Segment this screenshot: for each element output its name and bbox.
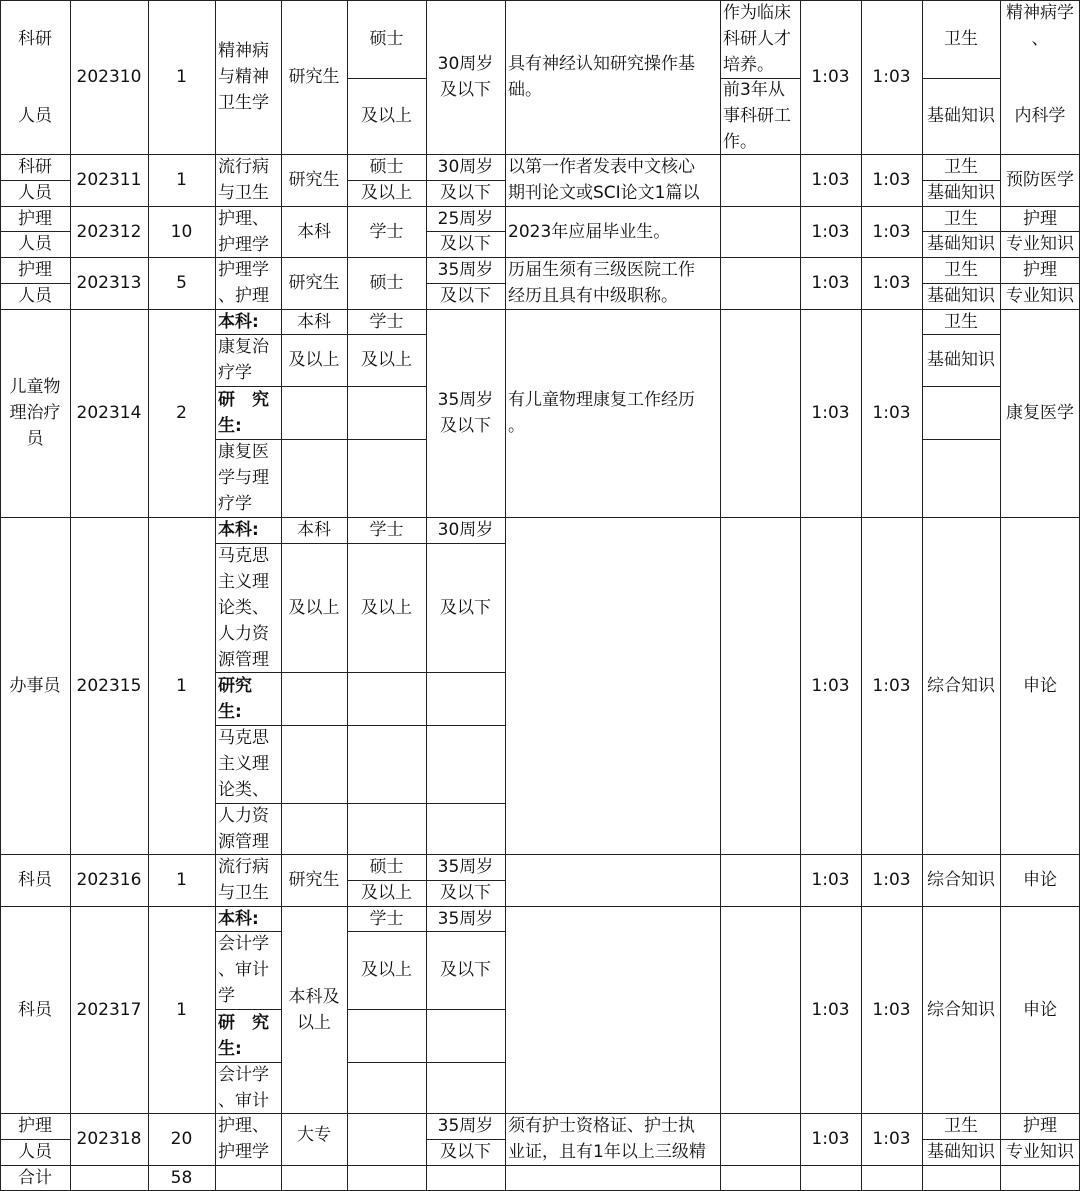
cell-exam-subject: 康复医学 [1006,403,1074,423]
cell-ratio: 1:03 [811,403,850,423]
cell-ratio: 1:03 [872,273,911,293]
grid-line [215,931,281,932]
cell-ratio: 1:03 [811,675,850,696]
cell-degree: 学士 [369,221,404,242]
grid-line [148,0,149,1191]
cell-exam-subject: 卫生 [944,208,978,229]
cell-exam-subject: 综合知识 [927,999,995,1020]
cell-degree: 及以上 [361,960,412,980]
cell-exam-subject: 护理 [1023,208,1057,229]
cell-ratio: 1:03 [811,170,850,190]
cell-exam-subject: 基础知识 [927,234,995,254]
cell-ratio: 1:03 [872,67,911,87]
cell-ratio: 1:03 [872,403,911,423]
grid-line [281,0,282,1191]
grid-line [215,439,426,440]
grid-line [800,0,801,1191]
cell-code: 202315 [76,675,142,696]
cell-exam-subject: 卫生 [944,157,978,177]
cell-exam-subject: 基础知识 [927,183,995,203]
cell-age: 30周岁 [437,157,494,177]
cell-ratio: 1:03 [811,870,850,890]
cell-major: 人力资 源管理 [218,805,269,852]
cell-age: 及以下 [440,883,491,903]
grid-line [0,0,1,1191]
cell-exam-subject: 专业知识 [1006,1142,1074,1162]
cell-major: 护理学 、护理 [218,260,269,306]
cell-exam-subject: 申论 [1023,675,1057,696]
cell-count: 10 [170,221,193,242]
cell-education: 研究生 [288,273,340,293]
total-label: 合计 [18,1167,52,1188]
cell-exam-subject: 卫生 [944,311,978,332]
grid-line [0,0,1080,1]
grid-line [215,543,505,544]
cell-ratio: 1:03 [811,1129,850,1149]
cell-post: 科员 [18,999,52,1020]
cell-degree: 学士 [369,520,404,540]
cell-education: 本科 [297,221,331,242]
cell-exam-subject: 综合知识 [927,675,995,696]
cell-degree: 及以上 [361,883,412,903]
grid-line [922,1139,1080,1140]
cell-count: 1 [176,999,187,1020]
grid-line [70,0,71,1191]
cell-exam-subject: 护理 [1023,1116,1057,1136]
cell-exam-subject: 专业知识 [1006,234,1074,254]
grid-line [215,0,216,1191]
cell-degree: 及以上 [361,597,412,618]
cell-post: 儿童物 理治疗 员 [9,377,61,449]
cell-other: 作为临床 科研人才 培养。 [723,3,791,75]
cell-exam-subject: 专业知识 [1006,286,1074,306]
grid-line [922,231,1080,232]
cell-major: 流行病 与卫生 [218,857,269,903]
cell-requirement: 具有神经认知研究操作基 础。 [508,54,695,100]
cell-education: 研究生 [288,67,340,87]
cell-age: 及以下 [440,234,491,254]
grid-line [922,439,1000,440]
cell-exam-subject: 卫生 [944,29,978,49]
cell-ratio: 1:03 [811,273,850,293]
grid-line [1000,0,1001,1191]
grid-line [0,154,1080,155]
grid-line [426,283,505,284]
grid-line [215,334,426,335]
grid-line [0,906,1080,907]
cell-major: 护理、 护理学 [218,1116,269,1162]
cell-major-heading: 本科: [218,908,259,929]
cell-other: 前3年从 事科研工 作。 [723,80,791,152]
grid-line [426,1139,505,1140]
grid-line [0,1139,70,1140]
cell-major: 会计学 、审计 [218,1064,269,1111]
cell-major-heading: 研 究 生: [218,1012,269,1059]
grid-line [0,257,1080,258]
cell-education: 研究生 [288,170,340,190]
grid-line [922,78,1000,79]
cell-post: 科员 [18,870,52,890]
grid-line [0,1165,1080,1166]
grid-line [215,386,426,387]
cell-education: 本科 [297,520,331,540]
cell-degree: 学士 [369,311,404,332]
grid-line [922,334,1000,335]
grid-line [505,0,506,1191]
cell-ratio: 1:03 [872,221,911,242]
cell-code: 202317 [76,999,142,1020]
cell-age: 35周岁 [437,1116,494,1136]
grid-line [0,854,1080,855]
cell-age: 25周岁 [437,208,494,229]
cell-major-heading: 研 究 生: [218,389,269,436]
grid-line [426,231,505,232]
cell-ratio: 1:03 [811,221,850,242]
cell-major: 康复医 学与理 疗学 [218,442,269,514]
cell-ratio: 1:03 [872,999,911,1020]
cell-count: 1 [176,67,187,87]
cell-major: 康复治 疗学 [218,337,269,383]
cell-ratio: 1:03 [811,999,850,1020]
grid-line [861,0,862,1191]
cell-requirement: 有儿童物理康复工作经历 。 [508,390,695,436]
cell-major: 护理、 护理学 [218,208,269,255]
grid-line [922,283,1080,284]
cell-education: 及以上 [288,597,340,618]
cell-degree: 及以上 [361,183,412,203]
grid-line [0,283,70,284]
cell-age: 及以下 [440,286,491,306]
cell-ratio: 1:03 [811,67,850,87]
cell-count: 20 [170,1129,193,1149]
cell-code: 202312 [76,221,142,242]
cell-post: 护理 [18,260,52,280]
cell-age: 35周岁 [437,857,494,877]
cell-code: 202318 [76,1129,142,1149]
cell-degree: 硕士 [369,273,404,293]
cell-age: 及以下 [440,597,491,618]
cell-degree: 硕士 [369,29,404,49]
cell-count: 1 [176,170,187,190]
cell-major-heading: 本科: [218,520,259,540]
grid-line [922,386,1000,387]
cell-exam-subject: 护理 [1023,260,1057,280]
cell-post: 护理 [18,208,52,229]
cell-education: 大专 [297,1125,331,1145]
grid-line [347,78,426,79]
cell-requirement: 2023年应届毕业生。 [508,221,671,242]
total-count: 58 [170,1167,193,1188]
grid-line [720,0,721,1191]
cell-exam-subject: 卫生 [944,1116,978,1136]
grid-line [0,517,1080,518]
grid-line [0,180,70,181]
cell-code: 202316 [76,870,142,890]
cell-degree: 及以上 [361,350,412,370]
cell-degree: 硕士 [369,157,404,177]
cell-ratio: 1:03 [872,1129,911,1149]
cell-major-heading: 本科: [218,311,259,332]
cell-major: 会计学 、审计 学 [218,934,269,1006]
cell-ratio: 1:03 [872,870,911,890]
cell-major-heading: 研究 生: [218,675,252,722]
cell-education: 本科 [297,311,331,332]
cell-age: 30周岁 及以下 [437,54,494,100]
grid-line [426,0,427,1191]
cell-count: 1 [176,675,187,696]
cell-post: 科研 [18,29,52,49]
cell-post: 人员 [18,234,52,254]
cell-age: 及以下 [440,183,491,203]
cell-age: 35周岁 [437,260,494,280]
cell-count: 2 [176,403,187,423]
grid-line [922,180,1000,181]
cell-requirement: 以第一作者发表中文核心 期刊论文或SCI论文1篇以 [508,157,700,203]
cell-degree: 学士 [369,908,404,929]
grid-line [0,309,1080,310]
cell-age: 35周岁 [437,908,494,929]
cell-exam-subject: 卫生 [944,260,978,280]
cell-post: 人员 [18,1142,52,1162]
cell-age: 35周岁 及以下 [437,390,494,436]
grid-line [347,0,348,1191]
cell-exam-subject: 基础知识 [927,106,995,126]
grid-line [922,0,923,1191]
cell-code: 202314 [76,403,142,423]
grid-line [0,1113,1080,1114]
cell-ratio: 1:03 [872,675,911,696]
cell-education: 及以上 [288,350,340,370]
cell-exam-subject: 综合知识 [927,870,995,890]
grid-line [0,206,1080,207]
grid-line [215,1062,281,1063]
grid-line [720,78,800,79]
grid-line [215,1009,281,1010]
cell-post: 科研 [18,157,52,177]
cell-requirement: 须有护士资格证、护士执 业证，且有1年以上三级精 [508,1116,706,1162]
cell-exam-subject: 内科学 [1014,106,1066,126]
cell-exam-subject: 精神病学 、 [1006,3,1074,49]
cell-post: 人员 [18,106,52,126]
grid-line [0,231,70,232]
cell-education: 本科及 以上 [288,986,340,1033]
cell-requirement: 历届生须有三级医院工作 经历且具有中级职称。 [508,260,695,306]
cell-major: 马克思 主义理 论类、 [218,728,269,800]
cell-post: 办事员 [9,675,61,696]
cell-age: 及以下 [440,1142,491,1162]
grid-line [215,725,505,726]
grid-line [215,803,505,804]
cell-exam-subject: 基础知识 [927,1142,995,1162]
cell-count: 5 [176,273,187,293]
cell-exam-subject: 预防医学 [1006,170,1074,190]
cell-exam-subject: 基础知识 [927,286,995,306]
cell-major: 精神病 与精神 卫生学 [218,41,269,113]
cell-exam-subject: 基础知识 [927,350,995,370]
grid-line [215,672,505,673]
cell-ratio: 1:03 [872,170,911,190]
cell-education: 研究生 [288,870,340,890]
cell-exam-subject: 申论 [1023,870,1057,890]
cell-code: 202313 [76,273,142,293]
cell-post: 人员 [18,286,52,306]
cell-code: 202311 [76,170,142,190]
cell-count: 1 [176,870,187,890]
cell-code: 202310 [76,67,142,87]
cell-exam-subject: 申论 [1023,999,1057,1020]
cell-major: 马克思 主义理 论类、 人力资 源管理 [218,545,269,670]
cell-degree: 硕士 [369,857,404,877]
cell-major: 流行病 与卫生 [218,157,269,203]
cell-post: 人员 [18,183,52,203]
cell-post: 护理 [18,1116,52,1136]
cell-degree: 及以上 [361,106,412,126]
cell-age: 30周岁 [437,520,494,540]
cell-age: 及以下 [440,960,491,980]
